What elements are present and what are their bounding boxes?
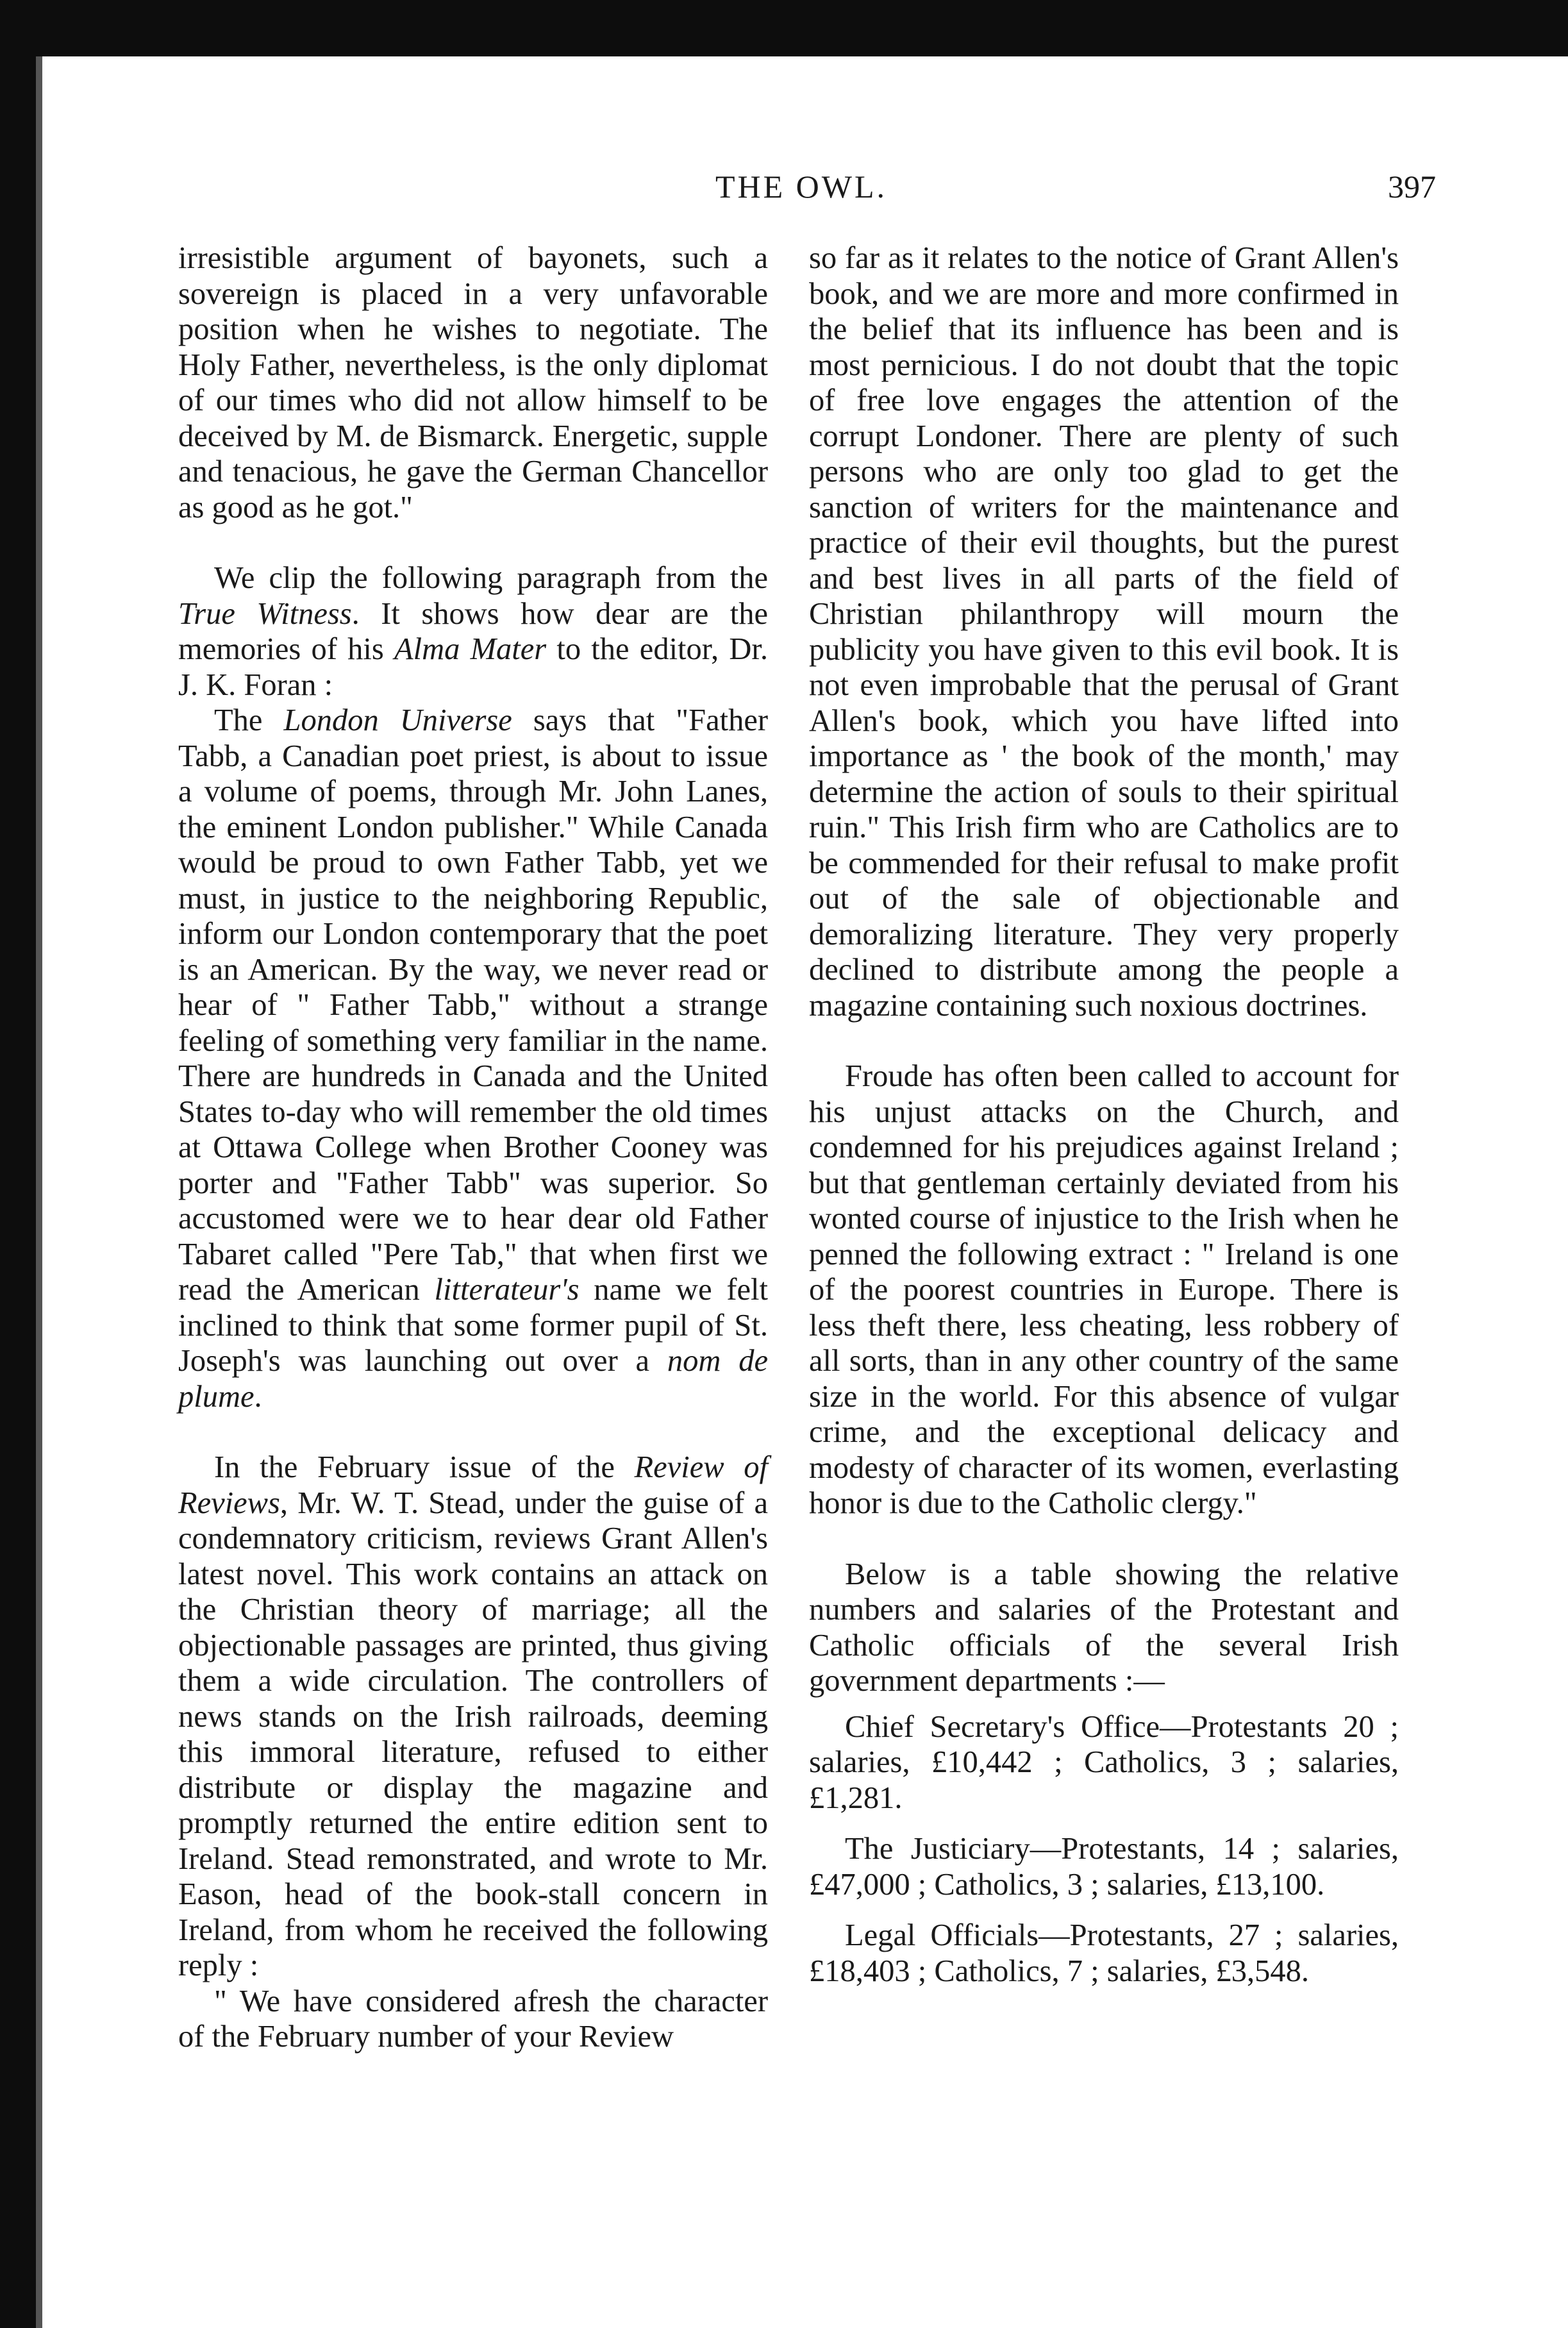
paragraph: " We have considered afresh the character of the February number of your Review xyxy=(178,1984,768,2054)
foreign-phrase: nom de plume xyxy=(178,1344,768,1414)
paragraph: Below is a table showing the relative numbers and salaries of the Protestant and Catholic officials of the several Irish government departments :— xyxy=(809,1557,1399,1698)
publication-title: London Universe xyxy=(283,703,512,737)
page-number: 397 xyxy=(1388,169,1436,205)
paragraph: We clip the following paragraph from the True Witness. It shows how dear are the memories of his Alma Mater to the editor, Dr. J. K. Foran : xyxy=(178,561,768,702)
scan-page-edge xyxy=(36,56,42,2328)
foreign-word: litterateur's xyxy=(434,1273,580,1307)
publication-title: True Witness xyxy=(178,596,352,631)
paragraph: Froude has often been called to account for his unjust attacks on the Church, and condemned for his prejudices against Ireland ; but that gentleman certainly deviated from his wonted course of injustice to the Irish when he penned the following extract : " Ireland is one of the poorest countries in Europe. There is less theft there, less cheating, less robbery of all sorts, than in any other country of the same size in the world. For this absence of vulgar crime, and the exceptional delicacy and modesty of character of its women, everlasting honor is due to the Catholic clergy." xyxy=(809,1059,1399,1520)
scan-left-border xyxy=(0,0,36,2328)
paragraph: The London Universe says that "Father Tabb, a Canadian poet priest, is about to issue a volume of poems, through Mr. John Lanes, the eminent London publisher." While Canada would be proud to own Father Tabb, yet we must, in justice to the neighboring Republic, inform our London contemporary that the poet is an American. By the way, we never read or hear of " Father Tabb," without a strange feeling of something very familiar in the name. There are hundreds in Canada and the United States to-day who will remember the old times at Ottawa College when Brother Cooney was porter and "Father Tabb" was superior. So accustomed were we to hear dear old Father Tabaret called "Pere Tab," that when first we read the American litterateur's name we felt inclined to think that some former pupil of St. Joseph's was launching out over a nom de plume. xyxy=(178,703,768,1414)
scan-top-border xyxy=(0,0,1568,56)
paragraph: so far as it relates to the notice of Grant Allen's book, and we are more and more confirmed in the belief that its influence has been and is most pernicious. I do not doubt that the topic of free love engages the attention of the corrupt Londoner. There are plenty of such persons who are only too glad to get the sanction of writers for the maintenance and practice of their evil thoughts, but the purest and best lives in all parts of the field of Christian philanthropy will mourn the publicity you have given to this evil book. It is not even improbable that the perusal of Grant Allen's book, which you have lifted into importance as ' the book of the month,' may determine the action of souls to their spiritual ruin." This Irish firm who are Catholics are to be commended for their refusal to make profit out of the sale of objectionable and demoralizing literature. They very properly declined to distribute among the people a magazine containing such noxious doctrines. xyxy=(809,241,1399,1023)
publication-title: Review of Reviews xyxy=(178,1450,768,1520)
left-column xyxy=(178,240,768,2055)
running-title: THE OWL. xyxy=(715,169,888,205)
salary-entry: Legal Officials—Protestants, 27 ; salaries, £18,403 ; Catholics, 7 ; salaries, £3,548. xyxy=(809,1918,1399,1988)
paragraph: irresistible argument of bayonets, such a sovereign is placed in a very unfavorable position when he wishes to negotiate. The Holy Father, nevertheless, is the only diplomat of our times who did not allow himself to be deceived by M. de Bismarck. Energetic, supple and tenacious, he gave the German Chancellor as good as he got." xyxy=(178,241,768,524)
right-column xyxy=(809,240,1399,1989)
salary-entry: The Justiciary—Protestants, 14 ; salaries, £47,000 ; Catholics, 3 ; salaries, £13,100. xyxy=(809,1832,1399,1902)
paragraph: In the February issue of the Review of Reviews, Mr. W. T. Stead, under the guise of a condemnatory criticism, reviews Grant Allen's latest novel. This work contains an attack on the Christian theory of marriage; all the objectionable passages are printed, thus giving them a wide circulation. The controllers of news stands on the Irish railroads, deeming this immoral literature, refused to either distribute or display the magazine and promptly returned the entire edition sent to Ireland. Stead remonstrated, and wrote to Mr. Eason, head of the book-stall concern in Ireland, from whom he received the following reply : xyxy=(178,1450,768,1982)
salary-entry: Chief Secretary's Office—Protestants 20 ; salaries, £10,442 ; Catholics, 3 ; salaries, £1,281. xyxy=(809,1709,1399,1815)
latin-phrase: Alma Mater xyxy=(394,632,547,666)
